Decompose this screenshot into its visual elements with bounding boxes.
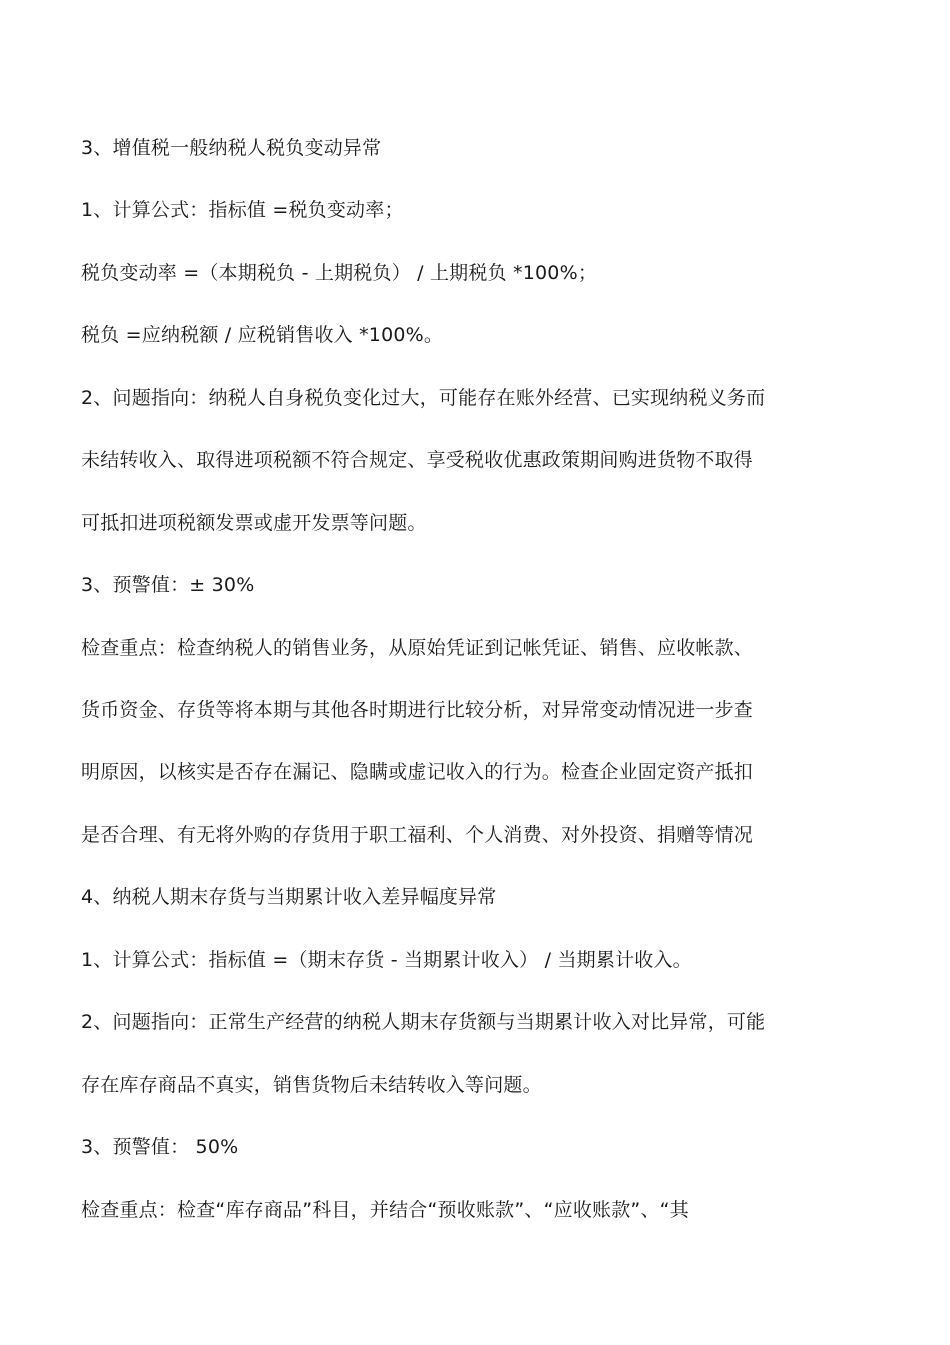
formula-line: 1、计算公式：指标值 =税负变动率； bbox=[81, 199, 404, 221]
formula-line: 1、计算公式：指标值 =（期末存货 - 当期累计收入） / 当期累计收入。 bbox=[81, 949, 692, 971]
paragraph-line: 2、问题指向：纳税人自身税负变化过大，可能存在账外经营、已实现纳税义务而 bbox=[81, 387, 766, 409]
paragraph-line: 2、问题指向：正常生产经营的纳税人期末存货额与当期累计收入对比异常，可能 bbox=[81, 1011, 766, 1033]
section-heading-inventory: 4、纳税人期末存货与当期累计收入差异幅度异常 bbox=[81, 886, 497, 908]
formula-line: 税负变动率 =（本期税负 - 上期税负） / 上期税负 *100%； bbox=[81, 262, 598, 284]
paragraph-line: 是否合理、有无将外购的存货用于职工福利、个人消费、对外投资、捐赠等情况 bbox=[81, 824, 754, 846]
formula-line: 税负 =应纳税额 / 应税销售收入 *100%。 bbox=[81, 324, 444, 346]
paragraph-line: 未结转收入、取得进项税额不符合规定、享受税收优惠政策期间购进货物不取得 bbox=[81, 449, 754, 471]
section-heading-vat-burden: 3、增值税一般纳税人税负变动异常 bbox=[81, 137, 382, 159]
paragraph-line: 明原因，以核实是否存在漏记、隐瞒或虚记收入的行为。检查企业固定资产抵扣 bbox=[81, 761, 754, 783]
warning-value-line: 3、预警值：± 30% bbox=[81, 574, 255, 596]
paragraph-line: 检查重点：检查“库存商品”科目，并结合“预收账款”、“应收账款”、“其 bbox=[81, 1199, 689, 1221]
warning-value-line: 3、预警值： 50% bbox=[81, 1136, 239, 1158]
paragraph-line: 可抵扣进项税额发票或虚开发票等问题。 bbox=[81, 512, 427, 534]
paragraph-line: 存在库存商品不真实，销售货物后未结转收入等问题。 bbox=[81, 1074, 542, 1096]
paragraph-line: 货币资金、存货等将本期与其他各时期进行比较分析，对异常变动情况进一步查 bbox=[81, 699, 754, 721]
paragraph-line: 检查重点：检查纳税人的销售业务，从原始凭证到记帐凭证、销售、应收帐款、 bbox=[81, 637, 754, 659]
